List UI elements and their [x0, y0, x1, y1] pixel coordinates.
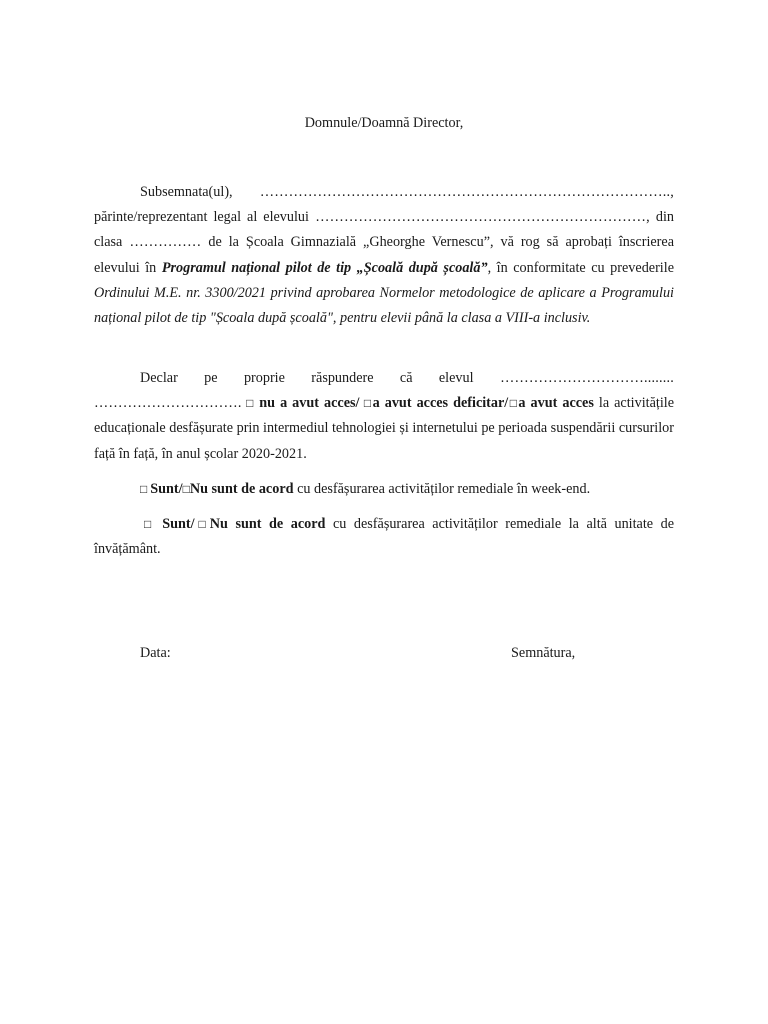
- paragraph-weekend-consent: [94, 477, 674, 502]
- student-name-blank: ……………………………………………………………,: [308, 209, 650, 226]
- checkbox-disagree-other-school[interactable]: □: [194, 517, 210, 531]
- school-text: de la Școala Gimnazială „Gheorghe Vernescu”, vă rog să aprobați înscrierea elevului în: [94, 234, 675, 276]
- option-deficient-access: a avut acces deficitar/: [372, 395, 509, 412]
- option-no-access: nu a avut acces/: [259, 395, 360, 412]
- student-blank-2: ………………………….: [94, 395, 242, 412]
- signature-footer: [140, 645, 580, 667]
- option-had-access: a avut acces: [518, 395, 594, 412]
- checkbox-disagree-weekend[interactable]: □: [182, 482, 190, 496]
- checkbox-agree-other-school[interactable]: □: [140, 517, 163, 531]
- paragraph-other-school-consent: [94, 512, 674, 562]
- checkbox-had-access[interactable]: □: [508, 396, 519, 411]
- paragraph-request: [94, 180, 674, 331]
- disagree-other-school-label: Nu sunt de acord: [209, 516, 326, 532]
- class-blank: ……………: [122, 234, 202, 251]
- guardian-label: părinte/reprezentant legal al elevului: [94, 209, 309, 226]
- declaration-text: Declar pe proprie răspundere că elevul: [140, 370, 474, 386]
- weekend-consent-text: cu desfășurarea activităților remediale în week-end.: [293, 481, 591, 497]
- salutation: Domnule/Doamnă Director,: [304, 115, 464, 131]
- checkbox-no-access[interactable]: □: [241, 396, 260, 411]
- date-label: Data:: [140, 645, 171, 661]
- order-reference: Ordinului M.E. nr. 3300/2021 privind aprobarea Normelor metodologice de aplicare a Programului național pilot de tip "Școala după școală", pentru elevii până la clasa a VIII-a inclusiv.: [94, 284, 674, 327]
- agree-weekend-label: Sunt/: [150, 481, 183, 497]
- applicant-label: Subsemnata(ul),: [140, 184, 233, 200]
- disagree-weekend-label: Nu sunt de acord: [189, 481, 294, 497]
- checkbox-agree-weekend[interactable]: □: [140, 482, 151, 496]
- other-school-consent-text: cu desfășurarea activităților remediale la altă unitate de învățământ.: [94, 516, 675, 558]
- declaration-rest: la activitățile educaționale desfășurate prin intermediul tehnologiei și internetului pe perioada suspendării cursurilor față în față, în anul școlar 2020-2021.: [94, 395, 675, 462]
- student-blank-1: …………………………........: [473, 370, 674, 386]
- signature-label: Semnătura,: [511, 645, 576, 661]
- checkbox-deficient-access[interactable]: □: [359, 396, 373, 411]
- program-name: Programul național pilot de tip „Școală după școală”: [161, 259, 488, 276]
- conformity-text: , în conformitate cu prevederile: [487, 259, 674, 276]
- applicant-name-blank: …………………………………………………………………………..,: [232, 184, 674, 200]
- paragraph-declaration: [94, 366, 674, 467]
- class-label: din clasa: [94, 209, 675, 251]
- agree-other-school-label: Sunt/: [162, 516, 195, 532]
